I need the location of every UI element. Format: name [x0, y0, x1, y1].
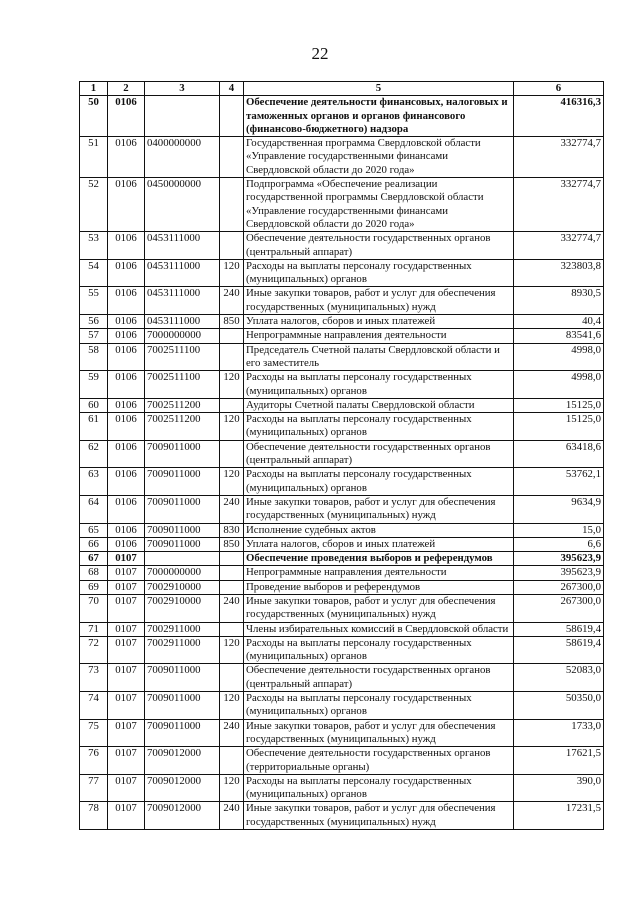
table-row	[80, 440, 604, 468]
description-line: Обеспечение проведения выборов и референдумов	[246, 552, 493, 565]
row-number-cell: 60	[80, 398, 108, 412]
section-code-cell: 0106	[108, 440, 145, 468]
description-line: Иные закупки товаров, работ и услуг для обеспечения	[246, 719, 496, 732]
section-code-cell: 0106	[108, 259, 145, 287]
column-header-1: 1	[80, 82, 108, 96]
expense-type-cell: 120	[220, 636, 244, 664]
target-article-cell: 7002511200	[145, 413, 220, 441]
expense-type-cell	[220, 137, 244, 178]
table-row	[80, 552, 604, 566]
section-code-cell: 0107	[108, 552, 145, 566]
description-cell	[244, 343, 514, 371]
description-cell	[244, 178, 514, 232]
description-cell	[244, 774, 514, 802]
description-line: государственных (муниципальных) нужд	[246, 300, 436, 313]
row-number-cell: 54	[80, 259, 108, 287]
description-cell	[244, 287, 514, 315]
description-line: «Управление государственными финансами	[246, 150, 449, 163]
description-cell	[244, 523, 514, 537]
row-number-cell: 53	[80, 232, 108, 260]
row-number-cell: 61	[80, 413, 108, 441]
table-row	[80, 329, 604, 343]
table-row	[80, 343, 604, 371]
target-article-cell: 7002911000	[145, 622, 220, 636]
expense-type-cell: 120	[220, 692, 244, 720]
expense-type-cell: 850	[220, 537, 244, 551]
target-article-cell: 0453111000	[145, 232, 220, 260]
expense-type-cell	[220, 566, 244, 580]
row-number-cell: 74	[80, 692, 108, 720]
section-code-cell: 0107	[108, 774, 145, 802]
target-article-cell: 0453111000	[145, 315, 220, 329]
row-number-cell: 57	[80, 329, 108, 343]
amount-cell: 267300,0	[514, 594, 604, 622]
row-number-cell: 72	[80, 636, 108, 664]
amount-cell: 390,0	[514, 774, 604, 802]
section-code-cell: 0106	[108, 137, 145, 178]
section-code-cell: 0107	[108, 692, 145, 720]
table-row	[80, 398, 604, 412]
description-line: Обеспечение деятельности государственных органов	[246, 747, 491, 760]
description-line: Обеспечение деятельности государственных органов	[246, 664, 491, 677]
description-line: (муниципальных) органов	[246, 650, 367, 663]
description-line: Обеспечение деятельности финансовых, налоговых и	[246, 96, 508, 109]
amount-cell: 267300,0	[514, 580, 604, 594]
table-row	[80, 287, 604, 315]
row-number-cell: 76	[80, 747, 108, 775]
description-line: (муниципальных) органов	[246, 384, 367, 397]
description-cell	[244, 413, 514, 441]
table-row	[80, 774, 604, 802]
amount-cell: 52083,0	[514, 664, 604, 692]
row-number-cell: 58	[80, 343, 108, 371]
description-line: Уплата налогов, сборов и иных платежей	[246, 315, 436, 328]
section-code-cell: 0107	[108, 622, 145, 636]
section-code-cell: 0106	[108, 537, 145, 551]
amount-cell: 50350,0	[514, 692, 604, 720]
row-number-cell: 77	[80, 774, 108, 802]
section-code-cell: 0106	[108, 329, 145, 343]
description-line: Расходы на выплаты персоналу государственных	[246, 774, 472, 787]
description-cell	[244, 259, 514, 287]
description-cell	[244, 636, 514, 664]
column-header-3: 3	[145, 82, 220, 96]
description-line: Члены избирательных комиссий в Свердловской области	[246, 622, 509, 635]
target-article-cell: 7002910000	[145, 594, 220, 622]
target-article-cell	[145, 552, 220, 566]
table-row	[80, 802, 604, 830]
target-article-cell: 7009011000	[145, 692, 220, 720]
amount-cell: 40,4	[514, 315, 604, 329]
table-row	[80, 96, 604, 137]
description-line: Аудиторы Счетной палаты Свердловской области	[246, 398, 475, 411]
target-article-cell: 0400000000	[145, 137, 220, 178]
section-code-cell: 0107	[108, 594, 145, 622]
table-row	[80, 537, 604, 551]
description-line: Иные закупки товаров, работ и услуг для обеспечения	[246, 495, 496, 508]
expense-type-cell: 120	[220, 259, 244, 287]
row-number-cell: 63	[80, 468, 108, 496]
column-header-6: 6	[514, 82, 604, 96]
column-header-2: 2	[108, 82, 145, 96]
row-number-cell: 65	[80, 523, 108, 537]
expense-type-cell	[220, 343, 244, 371]
section-code-cell: 0107	[108, 802, 145, 830]
row-number-cell: 68	[80, 566, 108, 580]
amount-cell: 332774,7	[514, 178, 604, 232]
row-number-cell: 73	[80, 664, 108, 692]
description-cell	[244, 802, 514, 830]
table-row	[80, 566, 604, 580]
description-line: Расходы на выплаты персоналу государственных	[246, 413, 472, 426]
section-code-cell: 0106	[108, 315, 145, 329]
expense-type-cell: 240	[220, 287, 244, 315]
target-article-cell: 7002511100	[145, 343, 220, 371]
description-line: Расходы на выплаты персоналу государственных	[246, 259, 472, 272]
amount-cell: 416316,3	[514, 96, 604, 137]
expense-type-cell: 240	[220, 719, 244, 747]
description-cell	[244, 664, 514, 692]
target-article-cell: 7000000000	[145, 566, 220, 580]
target-article-cell: 7009011000	[145, 495, 220, 523]
expense-type-cell	[220, 232, 244, 260]
section-code-cell: 0107	[108, 719, 145, 747]
target-article-cell: 7009012000	[145, 774, 220, 802]
description-line: Подпрограмма «Обеспечение реализации	[246, 178, 438, 191]
table-row	[80, 315, 604, 329]
description-line: государственных (муниципальных) нужд	[246, 815, 436, 828]
description-cell	[244, 468, 514, 496]
description-line: его заместитель	[246, 356, 320, 369]
description-cell	[244, 137, 514, 178]
table-row	[80, 636, 604, 664]
description-cell	[244, 566, 514, 580]
amount-cell: 323803,8	[514, 259, 604, 287]
expense-type-cell: 120	[220, 371, 244, 399]
description-cell	[244, 398, 514, 412]
column-header-4: 4	[220, 82, 244, 96]
section-code-cell: 0106	[108, 371, 145, 399]
target-article-cell: 0453111000	[145, 287, 220, 315]
expense-type-cell: 240	[220, 495, 244, 523]
table-body	[80, 96, 604, 830]
table-row	[80, 580, 604, 594]
description-line: Обеспечение деятельности государственных органов	[246, 440, 491, 453]
target-article-cell: 7009011000	[145, 523, 220, 537]
expense-type-cell: 120	[220, 413, 244, 441]
description-line: Обеспечение деятельности государственных органов	[246, 232, 491, 245]
description-line: государственных (муниципальных) нужд	[246, 509, 436, 522]
amount-cell: 83541,6	[514, 329, 604, 343]
table-row	[80, 137, 604, 178]
description-line: Уплата налогов, сборов и иных платежей	[246, 537, 436, 550]
expense-type-cell	[220, 747, 244, 775]
amount-cell: 17621,5	[514, 747, 604, 775]
amount-cell: 53762,1	[514, 468, 604, 496]
amount-cell: 15,0	[514, 523, 604, 537]
target-article-cell: 7002910000	[145, 580, 220, 594]
row-number-cell: 59	[80, 371, 108, 399]
description-line: Иные закупки товаров, работ и услуг для обеспечения	[246, 802, 496, 815]
description-cell	[244, 552, 514, 566]
table-row	[80, 232, 604, 260]
expense-type-cell	[220, 664, 244, 692]
description-line: Государственная программа Свердловской области	[246, 137, 481, 150]
section-code-cell: 0106	[108, 232, 145, 260]
description-cell	[244, 719, 514, 747]
description-cell	[244, 329, 514, 343]
table-row	[80, 523, 604, 537]
row-number-cell: 78	[80, 802, 108, 830]
amount-cell: 1733,0	[514, 719, 604, 747]
description-line: Расходы на выплаты персоналу государственных	[246, 468, 472, 481]
target-article-cell: 7009012000	[145, 802, 220, 830]
description-line: (центральный аппарат)	[246, 245, 353, 258]
section-code-cell: 0106	[108, 468, 145, 496]
expense-type-cell	[220, 329, 244, 343]
target-article-cell: 7009011000	[145, 537, 220, 551]
description-cell	[244, 371, 514, 399]
description-line: государственной программы Свердловской области	[246, 191, 484, 204]
expense-type-cell: 240	[220, 802, 244, 830]
row-number-cell: 69	[80, 580, 108, 594]
table-header-row	[80, 82, 604, 96]
amount-cell: 17231,5	[514, 802, 604, 830]
row-number-cell: 56	[80, 315, 108, 329]
description-line: Свердловской области до 2020 года»	[246, 217, 415, 230]
table-row	[80, 747, 604, 775]
description-cell	[244, 232, 514, 260]
amount-cell: 6,6	[514, 537, 604, 551]
row-number-cell: 51	[80, 137, 108, 178]
description-line: (муниципальных) органов	[246, 481, 367, 494]
target-article-cell: 7009012000	[145, 747, 220, 775]
section-code-cell: 0106	[108, 343, 145, 371]
description-line: (муниципальных) органов	[246, 788, 367, 801]
section-code-cell: 0107	[108, 580, 145, 594]
section-code-cell: 0107	[108, 566, 145, 580]
target-article-cell: 7002511200	[145, 398, 220, 412]
description-line: Иные закупки товаров, работ и услуг для обеспечения	[246, 594, 496, 607]
column-header-5: 5	[244, 82, 514, 96]
amount-cell: 332774,7	[514, 232, 604, 260]
description-line: государственных (муниципальных) нужд	[246, 732, 436, 745]
table-row	[80, 468, 604, 496]
description-line: (центральный аппарат)	[246, 677, 353, 690]
description-line: Непрограммные направления деятельности	[246, 566, 447, 579]
row-number-cell: 55	[80, 287, 108, 315]
section-code-cell: 0107	[108, 664, 145, 692]
target-article-cell: 7002911000	[145, 636, 220, 664]
table-row	[80, 664, 604, 692]
description-cell	[244, 495, 514, 523]
description-cell	[244, 537, 514, 551]
description-line: (финансово-бюджетного) надзора	[246, 122, 409, 135]
row-number-cell: 62	[80, 440, 108, 468]
amount-cell: 4998,0	[514, 371, 604, 399]
section-code-cell: 0106	[108, 523, 145, 537]
row-number-cell: 50	[80, 96, 108, 137]
amount-cell: 332774,7	[514, 137, 604, 178]
amount-cell: 9634,9	[514, 495, 604, 523]
description-line: (центральный аппарат)	[246, 454, 353, 467]
amount-cell: 58619,4	[514, 622, 604, 636]
description-cell	[244, 440, 514, 468]
target-article-cell: 7009011000	[145, 440, 220, 468]
table-row	[80, 594, 604, 622]
target-article-cell: 7009011000	[145, 468, 220, 496]
expense-type-cell: 830	[220, 523, 244, 537]
description-cell	[244, 692, 514, 720]
description-line: Иные закупки товаров, работ и услуг для обеспечения	[246, 287, 496, 300]
section-code-cell: 0106	[108, 495, 145, 523]
table-row	[80, 371, 604, 399]
description-line: (территориальные органы)	[246, 760, 370, 773]
table-row	[80, 413, 604, 441]
page-number: 22	[311, 44, 329, 63]
description-line: (муниципальных) органов	[246, 705, 367, 718]
description-cell	[244, 580, 514, 594]
expense-type-cell	[220, 398, 244, 412]
description-line: Непрограммные направления деятельности	[246, 329, 447, 342]
table-row	[80, 622, 604, 636]
amount-cell: 8930,5	[514, 287, 604, 315]
section-code-cell: 0106	[108, 96, 145, 137]
row-number-cell: 66	[80, 537, 108, 551]
amount-cell: 4998,0	[514, 343, 604, 371]
expense-type-cell: 240	[220, 594, 244, 622]
description-line: Расходы на выплаты персоналу государственных	[246, 692, 472, 705]
description-cell	[244, 594, 514, 622]
description-line: Расходы на выплаты персоналу государственных	[246, 636, 472, 649]
description-line: (муниципальных) органов	[246, 426, 367, 439]
expense-type-cell: 120	[220, 774, 244, 802]
expense-type-cell: 120	[220, 468, 244, 496]
description-line: таможенных органов и органов финансового	[246, 109, 466, 122]
target-article-cell: 7009011000	[145, 719, 220, 747]
description-line: Свердловской области до 2020 года»	[246, 163, 415, 176]
amount-cell: 15125,0	[514, 413, 604, 441]
section-code-cell: 0107	[108, 747, 145, 775]
expense-type-cell	[220, 440, 244, 468]
target-article-cell: 7002511100	[145, 371, 220, 399]
target-article-cell: 0450000000	[145, 178, 220, 232]
budget-table	[79, 81, 604, 830]
expense-type-cell	[220, 622, 244, 636]
description-line: государственных (муниципальных) нужд	[246, 608, 436, 621]
amount-cell: 395623,9	[514, 552, 604, 566]
row-number-cell: 64	[80, 495, 108, 523]
table-row	[80, 178, 604, 232]
row-number-cell: 75	[80, 719, 108, 747]
section-code-cell: 0106	[108, 178, 145, 232]
description-cell	[244, 747, 514, 775]
table-row	[80, 692, 604, 720]
description-line: Проведение выборов и референдумов	[246, 580, 421, 593]
description-line: (муниципальных) органов	[246, 273, 367, 286]
table-row	[80, 495, 604, 523]
description-cell	[244, 96, 514, 137]
amount-cell: 58619,4	[514, 636, 604, 664]
expense-type-cell	[220, 96, 244, 137]
description-line: Председатель Счетной палаты Свердловской области и	[246, 343, 500, 356]
table-row	[80, 719, 604, 747]
expense-type-cell	[220, 178, 244, 232]
section-code-cell: 0107	[108, 636, 145, 664]
description-cell	[244, 315, 514, 329]
description-line: Расходы на выплаты персоналу государственных	[246, 371, 472, 384]
expense-type-cell	[220, 580, 244, 594]
description-cell	[244, 622, 514, 636]
row-number-cell: 71	[80, 622, 108, 636]
target-article-cell: 7000000000	[145, 329, 220, 343]
expense-type-cell	[220, 552, 244, 566]
target-article-cell: 0453111000	[145, 259, 220, 287]
row-number-cell: 70	[80, 594, 108, 622]
section-code-cell: 0106	[108, 287, 145, 315]
section-code-cell: 0106	[108, 398, 145, 412]
expense-type-cell: 850	[220, 315, 244, 329]
amount-cell: 395623,9	[514, 566, 604, 580]
row-number-cell: 67	[80, 552, 108, 566]
target-article-cell	[145, 96, 220, 137]
amount-cell: 63418,6	[514, 440, 604, 468]
row-number-cell: 52	[80, 178, 108, 232]
description-line: Исполнение судебных актов	[246, 523, 376, 536]
table-row	[80, 259, 604, 287]
section-code-cell: 0106	[108, 413, 145, 441]
description-line: «Управление государственными финансами	[246, 204, 449, 217]
target-article-cell: 7009011000	[145, 664, 220, 692]
amount-cell: 15125,0	[514, 398, 604, 412]
